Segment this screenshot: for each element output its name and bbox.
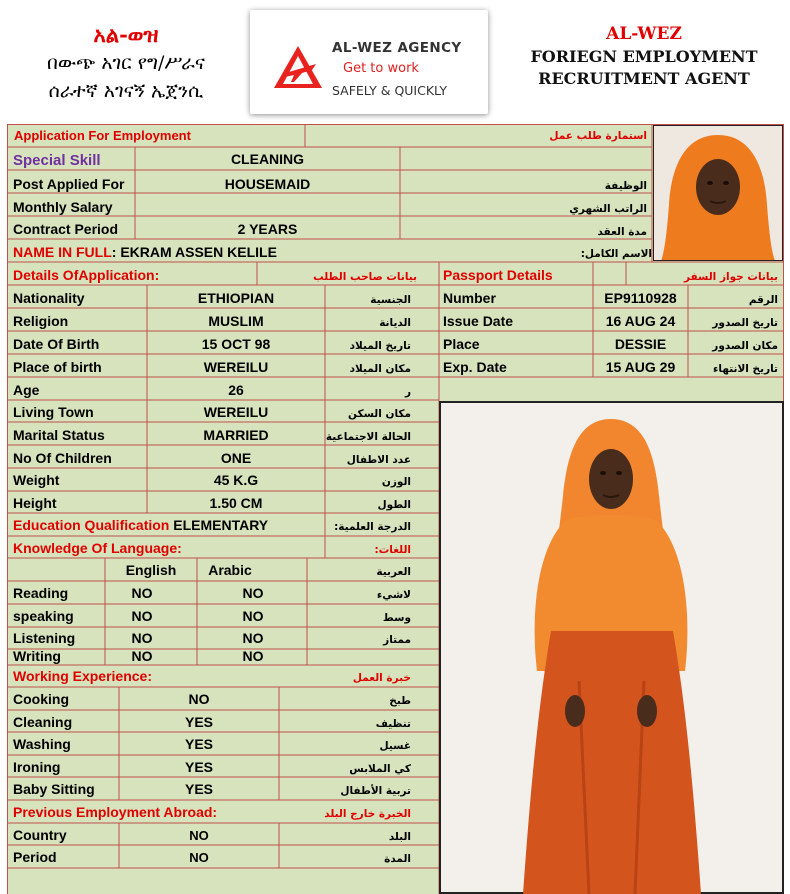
date-of-birth-value: 15 OCT 98 [201,336,271,352]
expiry-date-arabic: تاريخ الانتهاء [713,363,778,375]
period-label: Period [13,849,57,865]
living-town-value: WEREILU [203,404,269,420]
cooking-label: Cooking [13,691,69,707]
english-line-3: RECRUITMENT AGENT [538,69,750,88]
washing-value: YES [184,736,213,752]
listening-ar-note: ممتاز [383,634,411,646]
place-of-birth-value: WEREILU [203,359,269,375]
cooking-arabic: طبخ [389,695,411,707]
weight-value: 45 K.G [213,472,259,488]
education-row [13,516,268,534]
listening-english: NO [131,630,153,646]
english-line-2: FORIEGN EMPLOYMENT [530,47,758,66]
arabic-header: Arabic [208,562,252,578]
full-name-value: : EKRAM ASSEN KELILE [111,244,277,260]
details-title: Details OfApplication: [13,267,160,283]
headshot-image [653,125,783,261]
abroad-title: Previous Employment Abroad: [13,804,218,820]
full-name-arabic: الاسم الكامل: [580,248,652,260]
issue-place-value: DESSIE [614,336,667,352]
passport-number-label: Number [443,290,496,306]
passport-number-arabic: الرقم [748,294,778,306]
weight-arabic: الوزن [381,476,411,488]
amharic-line-2: በውጭ አገር የግ/ሥራና [47,52,205,74]
form-title: Application For Employment [14,128,191,143]
post-applied-label: Post Applied For [13,176,125,192]
marital-status-arabic: الحالة الاجتماعية [325,431,411,443]
ironing-arabic: كي الملابس [349,763,411,775]
education-value: ELEMENTARY [173,517,269,533]
expiry-date-value: 15 AUG 29 [605,359,676,375]
form-title-arabic: استمارة طلب عمل [549,130,647,142]
contract-period-arabic: مدة العقد [597,226,647,238]
children-value: ONE [220,450,252,466]
passport-title: Passport Details [443,267,553,283]
age-arabic: ر [404,386,411,398]
issue-place-label: Place [443,336,480,352]
abroad-title-arabic: الخبرة خارج البلد [324,808,411,820]
cleaning-label: Cleaning [13,714,73,730]
age-value: 26 [228,382,244,398]
applicant-full-photo [439,401,784,894]
expiry-date-label: Exp. Date [443,359,507,375]
english-agency-name: AL-WEZ [606,24,682,44]
applicant-headshot [653,125,783,261]
writing-label: Writing [13,648,61,664]
cleaning-value: YES [184,714,213,730]
reading-english: NO [131,585,153,601]
full-body-image [439,401,784,894]
monthly-salary-label: Monthly Salary [13,199,113,215]
speaking-arabic: NO [242,608,264,624]
children-arabic: عدد الاطفال [346,454,411,466]
post-applied-value: HOUSEMAID [224,176,311,192]
experience-title: Working Experience: [13,668,153,684]
place-of-birth-label: Place of birth [13,359,102,375]
religion-label: Religion [13,313,69,329]
contract-period-value: 2 YEARS [237,221,298,237]
living-town-label: Living Town [13,404,94,420]
speaking-english: NO [131,608,153,624]
country-value: NO [189,828,209,843]
washing-label: Washing [13,736,71,752]
height-value: 1.50 CM [209,495,263,511]
full-name-label: NAME IN FULL [13,244,112,260]
monthly-salary-arabic: الراتب الشهري [569,203,647,215]
issue-place-arabic: مكان الصدور [712,340,778,352]
amharic-agency-name: አል-ወዝ [93,22,159,47]
speaking-ar-note: وسط [382,612,411,624]
marital-status-value: MARRIED [203,427,269,443]
ironing-label: Ironing [13,759,61,775]
baby-sitting-value: YES [184,781,213,797]
speaking-label: speaking [13,608,74,624]
special-skill-label: Special Skill [13,152,101,169]
issue-date-label: Issue Date [443,313,514,329]
height-arabic: الطول [377,499,411,511]
english-header: English [125,562,177,578]
nationality-label: Nationality [13,290,85,306]
reading-arabic: NO [242,585,264,601]
period-arabic: المدة [384,853,411,865]
baby-sitting-label: Baby Sitting [13,781,95,797]
children-label: No Of Children [13,450,112,466]
experience-title-arabic: خبرة العمل [352,672,411,684]
weight-label: Weight [13,472,60,488]
airplane-logo-icon [272,44,324,90]
nationality-value: ETHIOPIAN [197,290,275,306]
reading-ar-note: لاشيء [376,589,411,601]
writing-arabic: NO [242,648,264,664]
letterhead [0,0,790,124]
cooking-value: NO [188,691,210,707]
education-arabic: الدرجة العلمية: [334,521,411,533]
logo-name: AL-WEZ AGENCY [332,40,462,56]
arabic-header-arabic: العربية [376,566,411,578]
date-of-birth-label: Date Of Birth [13,336,100,352]
cleaning-arabic: تنظيف [375,718,411,730]
passport-title-arabic: بيانات جواز السفر [683,271,778,283]
full-name-row [13,243,277,261]
listening-arabic: NO [242,630,264,646]
education-label: Education Qualification [13,517,170,533]
language-title-arabic: اللغات: [374,544,411,556]
passport-number-value: EP9110928 [604,290,677,306]
country-arabic: البلد [388,831,411,843]
details-title-arabic: بيانات صاحب الطلب [313,271,417,283]
post-applied-arabic: الوظيفة [604,180,647,192]
place-of-birth-arabic: مكان الميلاد [349,363,411,375]
age-label: Age [13,382,40,398]
agency-logo [250,10,488,114]
country-label: Country [13,827,67,843]
logo-tagline: Get to work [343,61,419,76]
issue-date-value: 16 AUG 24 [605,313,676,329]
ironing-value: YES [184,759,213,775]
religion-arabic: الديانة [379,317,411,329]
application-form [7,124,784,894]
nationality-arabic: الجنسية [370,294,411,306]
baby-sitting-arabic: تربية الأطفال [340,785,411,797]
marital-status-label: Marital Status [13,427,105,443]
period-value: NO [189,850,209,865]
living-town-arabic: مكان السكن [348,408,411,420]
washing-arabic: غسيل [379,740,411,752]
height-label: Height [13,495,57,511]
date-of-birth-arabic: تاريخ الميلاد [349,340,411,352]
religion-value: MUSLIM [208,313,264,329]
writing-english: NO [131,648,153,664]
language-title: Knowledge Of Language: [13,540,182,556]
amharic-line-3: ሰራተኛ አገናኝ ኤጀንሲ [48,80,204,102]
reading-label: Reading [13,585,69,601]
issue-date-arabic: تاريخ الصدور [712,317,778,329]
listening-label: Listening [13,630,76,646]
special-skill-value: CLEANING [230,151,305,167]
logo-tagline-2: SAFELY & QUICKLY [332,83,447,98]
contract-period-label: Contract Period [13,221,119,237]
